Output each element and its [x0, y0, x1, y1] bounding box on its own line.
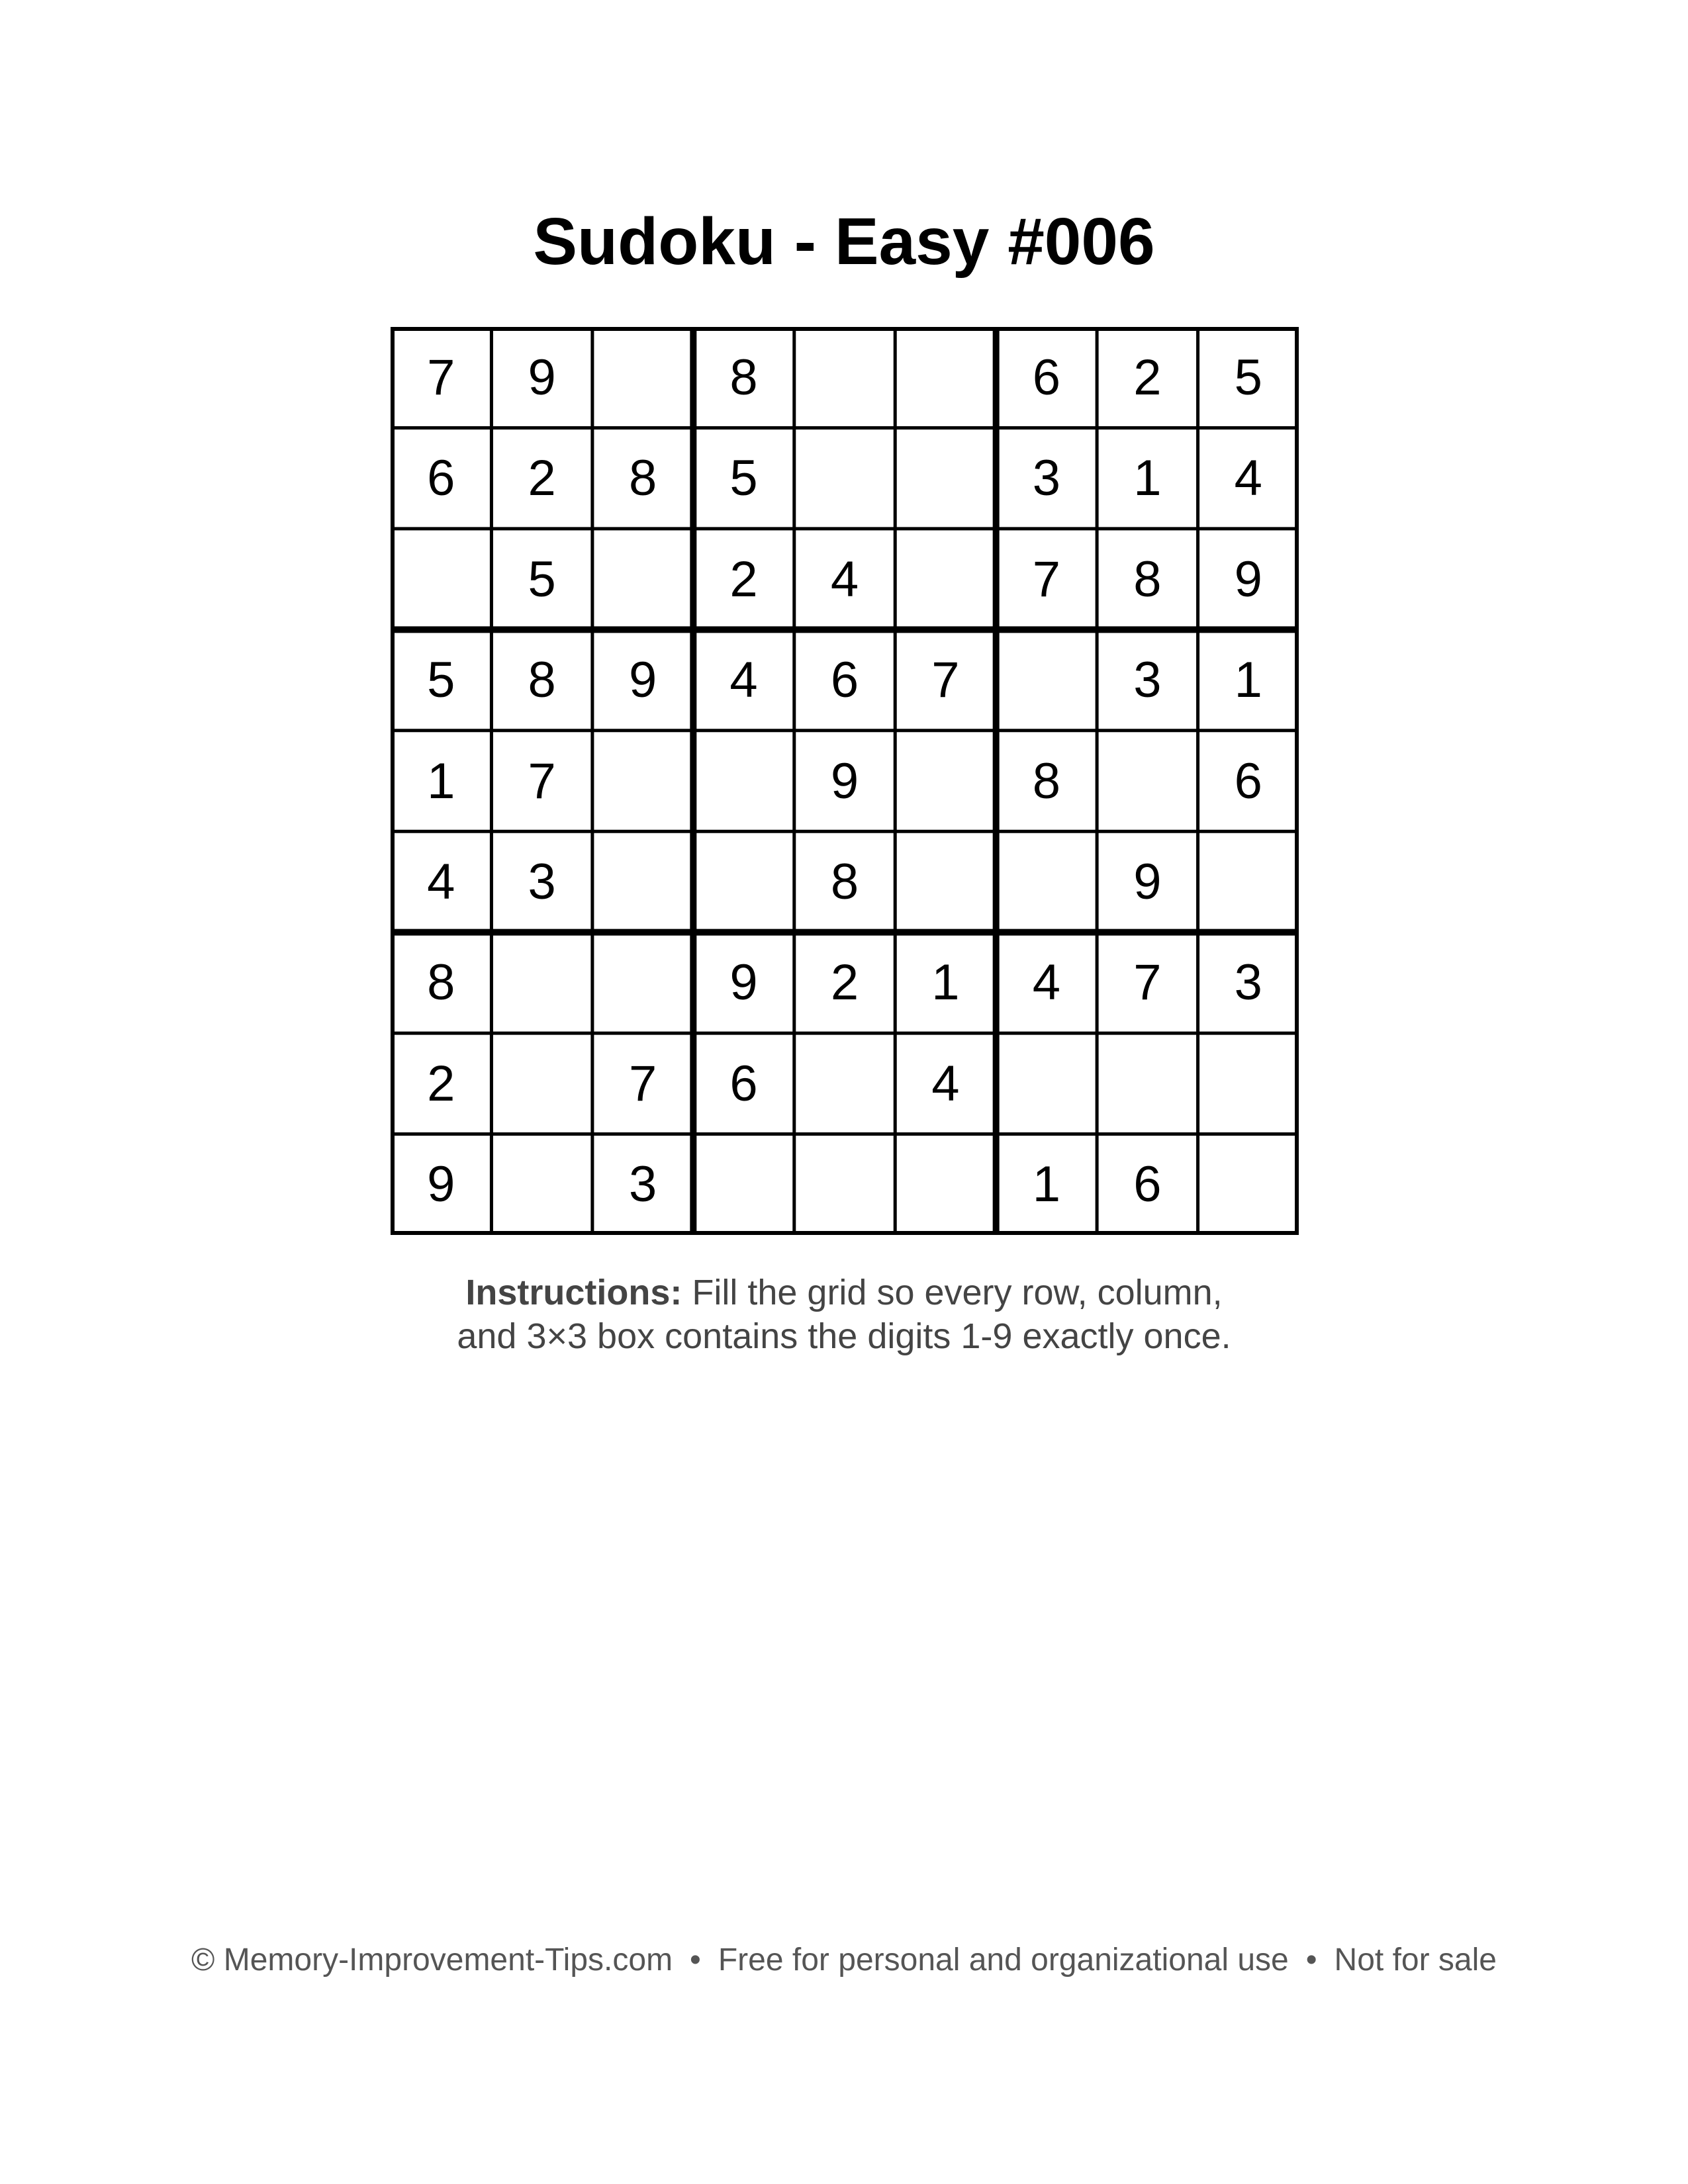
sudoku-cell: 8 — [1133, 551, 1162, 608]
sudoku-cell: 5 — [528, 551, 556, 608]
sudoku-cell[interactable] — [895, 529, 996, 629]
sudoku-cell: 9 — [1133, 853, 1162, 910]
page-title: Sudoku - Easy #006 — [533, 205, 1155, 279]
sudoku-cell: 5 — [1234, 349, 1262, 406]
sudoku-cell[interactable] — [592, 933, 693, 1033]
sudoku-cell: 9 — [729, 954, 758, 1011]
sudoku-cell: 6 — [427, 450, 455, 507]
sudoku-cell: 3 — [1133, 652, 1162, 709]
sudoku-cell: 7 — [427, 349, 455, 406]
sudoku-cell: 1 — [1032, 1156, 1061, 1213]
sudoku-cell: 2 — [1133, 349, 1162, 406]
sudoku-cell: 3 — [628, 1156, 657, 1213]
sudoku-cell[interactable] — [694, 1134, 794, 1235]
sudoku-cell: 1 — [1234, 652, 1262, 709]
sudoku-cell: 3 — [1234, 954, 1262, 1011]
sudoku-cell[interactable] — [895, 831, 996, 932]
sudoku-cell: 7 — [628, 1055, 657, 1112]
sudoku-cell: 1 — [427, 752, 455, 809]
footer — [0, 1940, 1688, 1980]
sudoku-grid — [391, 327, 1299, 1235]
sudoku-cell[interactable] — [1198, 1033, 1299, 1134]
instructions-label: Instructions: — [465, 1273, 682, 1312]
sudoku-cell: 8 — [427, 954, 455, 1011]
sudoku-cell: 1 — [931, 954, 960, 1011]
sudoku-cell: 4 — [931, 1055, 960, 1112]
instructions-line-1 — [0, 1271, 1688, 1314]
sudoku-cell[interactable] — [592, 831, 693, 932]
sudoku-cell: 4 — [1234, 450, 1262, 507]
sudoku-cell[interactable] — [794, 1134, 895, 1235]
sudoku-cell: 6 — [1234, 752, 1262, 809]
sudoku-cell: 5 — [427, 652, 455, 709]
sudoku-cell: 8 — [729, 349, 758, 406]
sudoku-cell[interactable] — [1198, 1134, 1299, 1235]
sudoku-cell: 2 — [830, 954, 859, 1011]
sudoku-cell[interactable] — [895, 731, 996, 831]
instructions-line-2: and 3×3 box contains the digits 1-9 exactly once. — [457, 1316, 1231, 1356]
sudoku-cell: 9 — [1234, 551, 1262, 608]
sudoku-cell: 6 — [830, 652, 859, 709]
sudoku-cell[interactable] — [1198, 831, 1299, 932]
sudoku-cell: 9 — [427, 1156, 455, 1213]
sudoku-cell: 7 — [1032, 551, 1061, 608]
sudoku-cell: 8 — [628, 450, 657, 507]
sudoku-cell[interactable] — [592, 731, 693, 831]
sudoku-cell: 7 — [1133, 954, 1162, 1011]
sudoku-cell[interactable] — [996, 1033, 1097, 1134]
sudoku-cell[interactable] — [996, 630, 1097, 731]
sudoku-cell: 2 — [729, 551, 758, 608]
sudoku-cell[interactable] — [1097, 731, 1197, 831]
sudoku-cell: 7 — [528, 752, 556, 809]
sudoku-cell[interactable] — [895, 1134, 996, 1235]
footer-separator: • — [690, 1942, 701, 1978]
sudoku-cell[interactable] — [694, 831, 794, 932]
sudoku-cell[interactable] — [895, 428, 996, 529]
sudoku-cell: 7 — [931, 652, 960, 709]
sudoku-cell: 5 — [729, 450, 758, 507]
sudoku-cell: 3 — [528, 853, 556, 910]
sudoku-cell[interactable] — [1097, 1033, 1197, 1134]
sudoku-cell[interactable] — [895, 327, 996, 428]
sudoku-cell: 6 — [1032, 349, 1061, 406]
sudoku-cell[interactable] — [592, 327, 693, 428]
sudoku-cell: 4 — [1032, 954, 1061, 1011]
sudoku-cell: 6 — [1133, 1156, 1162, 1213]
sudoku-cell: 4 — [729, 652, 758, 709]
sudoku-cell: 3 — [1032, 450, 1061, 507]
footer-separator: • — [1305, 1942, 1317, 1978]
sudoku-cell: 4 — [830, 551, 859, 608]
footer-sale: Not for sale — [1334, 1942, 1497, 1978]
sudoku-cell[interactable] — [794, 327, 895, 428]
sudoku-cell[interactable] — [492, 1033, 592, 1134]
sudoku-cell: 1 — [1133, 450, 1162, 507]
footer-usage: Free for personal and organizational use — [718, 1942, 1289, 1978]
sudoku-cell[interactable] — [492, 1134, 592, 1235]
sudoku-cell: 6 — [729, 1055, 758, 1112]
sudoku-cell[interactable] — [996, 831, 1097, 932]
sudoku-cell: 9 — [628, 652, 657, 709]
sudoku-cell[interactable] — [391, 529, 491, 629]
instructions — [0, 1271, 1688, 1358]
instructions-text-1: Fill the grid so every row, column, — [692, 1273, 1223, 1312]
sudoku-cell: 2 — [528, 450, 556, 507]
footer-site: © Memory-Improvement-Tips.com — [191, 1942, 673, 1978]
sudoku-cell[interactable] — [694, 731, 794, 831]
sudoku-cell[interactable] — [492, 933, 592, 1033]
sudoku-cell: 9 — [528, 349, 556, 406]
sudoku-cell: 8 — [830, 853, 859, 910]
sudoku-cell[interactable] — [794, 428, 895, 529]
sudoku-cell: 8 — [1032, 752, 1061, 809]
sudoku-cell: 2 — [427, 1055, 455, 1112]
sudoku-cell: 8 — [528, 652, 556, 709]
sudoku-cell[interactable] — [592, 529, 693, 629]
sudoku-cell: 9 — [830, 752, 859, 809]
sudoku-cell: 4 — [427, 853, 455, 910]
sudoku-cell[interactable] — [794, 1033, 895, 1134]
